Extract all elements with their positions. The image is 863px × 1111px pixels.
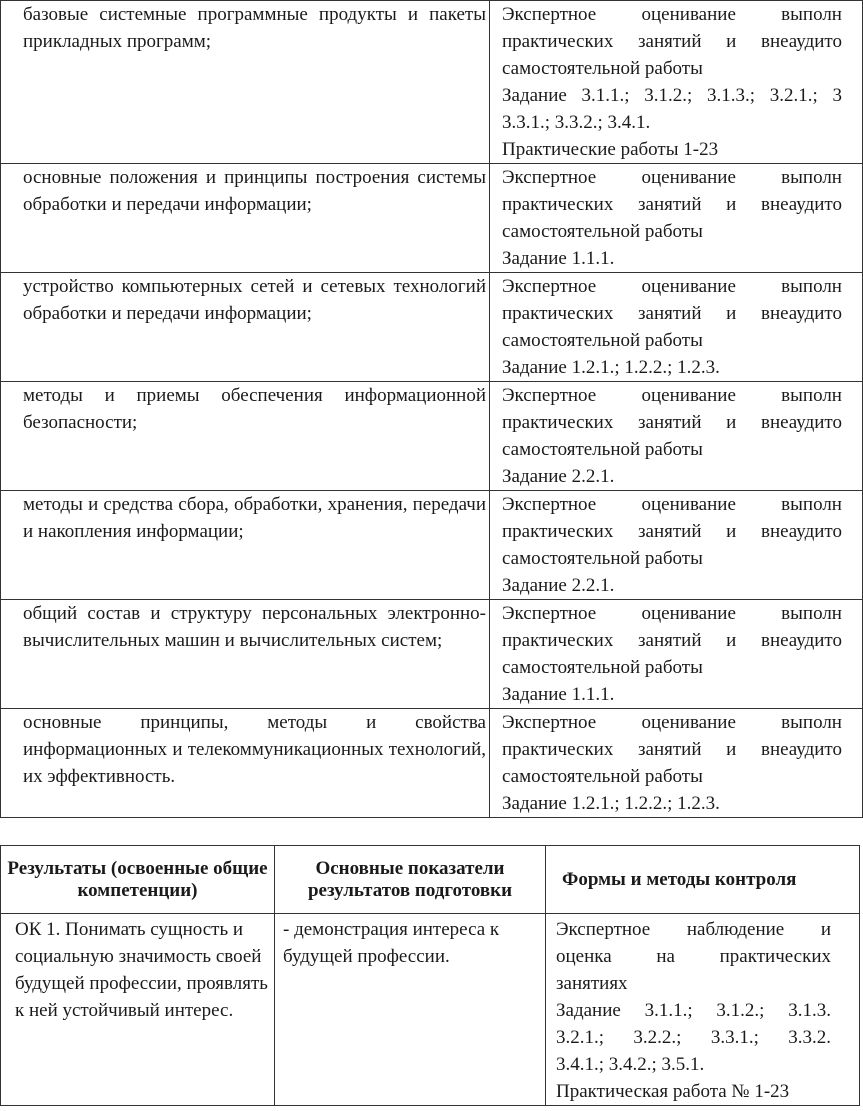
header-control-forms <box>546 846 860 914</box>
word: и <box>726 303 737 324</box>
criteria-line-1 <box>502 164 842 191</box>
knowledge-text: базовые системные программные продукты и пакеты прикладных программ; <box>23 4 486 52</box>
knowledge-text: устройство компьютерных сетей и сетевых технологий обработки и передачи информации; <box>23 276 486 324</box>
criteria-cell <box>490 164 863 273</box>
word: и <box>726 739 737 760</box>
criteria-line-2 <box>502 300 842 327</box>
control-cell <box>546 914 860 1106</box>
header-control-forms-text: Формы и методы контроля <box>562 868 797 890</box>
word: и <box>726 412 737 433</box>
word: занятий <box>638 630 702 651</box>
knowledge-text: методы и приемы обеспечения информационной безопасности; <box>23 385 486 433</box>
indicator-text: - демонстрация интереса к будущей профессии. <box>283 919 500 967</box>
criteria-line-2 <box>502 28 842 55</box>
header-results <box>1 846 275 914</box>
criteria-line-1 <box>502 273 842 300</box>
word: оценивание <box>641 494 736 515</box>
word: практических <box>502 303 614 324</box>
word: Экспертное <box>502 494 597 515</box>
word: и <box>820 919 831 940</box>
word: выполн <box>781 603 842 624</box>
word: внеаудито <box>761 630 842 651</box>
word: практических <box>502 31 614 52</box>
indicator-cell <box>275 914 546 1106</box>
table-row <box>1 491 863 600</box>
word: Экспертное <box>502 603 597 624</box>
competence-text: ОК 1. Понимать сущность и социальную значимость своей будущей профессии, проявлять к ней устойчивый интерес. <box>15 919 268 1021</box>
task-line-1 <box>502 82 842 109</box>
criteria-cell <box>490 1 863 164</box>
criteria-line-3: самостоятельной работы <box>502 221 703 242</box>
word: наблюдение <box>686 919 785 940</box>
criteria-line-2 <box>502 409 842 436</box>
criteria-text <box>502 600 862 708</box>
knowledge-text: общий состав и структуру персональных электронно-вычислительных машин и вычислительных систем; <box>23 603 486 651</box>
criteria-cell <box>490 273 863 382</box>
table-row <box>1 164 863 273</box>
knowledge-text: методы и средства сбора, обработки, хранения, передачи и накопления информации; <box>23 494 486 542</box>
task-line: Задание 1.2.1.; 1.2.2.; 1.2.3. <box>502 357 720 378</box>
criteria-line-3: самостоятельной работы <box>502 58 703 79</box>
word: и <box>726 630 737 651</box>
table-row <box>1 273 863 382</box>
criteria-line-3: самостоятельной работы <box>502 439 703 460</box>
word: выполн <box>781 712 842 733</box>
task-line: Задание 2.2.1. <box>502 466 615 487</box>
header-indicators <box>275 846 546 914</box>
criteria-text <box>502 273 862 381</box>
word: оценивание <box>641 167 736 188</box>
criteria-text <box>502 1 862 163</box>
word: внеаудито <box>761 303 842 324</box>
word: и <box>726 194 737 215</box>
word: 3.1.3. <box>788 1000 831 1021</box>
criteria-line-3: самостоятельной работы <box>502 766 703 787</box>
word: Экспертное <box>502 167 597 188</box>
knowledge-cell <box>1 164 490 273</box>
table-row <box>1 709 863 818</box>
word: 3.2.1.; <box>556 1027 605 1048</box>
word: внеаудито <box>761 194 842 215</box>
knowledge-cell <box>1 600 490 709</box>
word: и <box>726 31 737 52</box>
word: 3.1.3.; <box>707 85 756 106</box>
word: внеаудито <box>761 521 842 542</box>
word: 3.2.1.; <box>769 85 818 106</box>
table-row <box>1 914 860 1106</box>
word: занятий <box>638 194 702 215</box>
criteria-line-2 <box>502 191 842 218</box>
table-row <box>1 382 863 491</box>
competence-cell <box>1 914 275 1106</box>
word: внеаудито <box>761 739 842 760</box>
word: 3.1.1.; <box>581 85 630 106</box>
criteria-line-3: самостоятельной работы <box>502 548 703 569</box>
criteria-text <box>502 382 862 490</box>
word: 3.3.2. <box>788 1027 831 1048</box>
criteria-cell <box>490 382 863 491</box>
knowledge-text: основные положения и принципы построения системы обработки и передачи информации; <box>23 167 486 215</box>
word: выполн <box>781 385 842 406</box>
criteria-text <box>502 709 862 817</box>
word: 3.1.1.; <box>644 1000 693 1021</box>
word: 3.3.1.; <box>710 1027 759 1048</box>
criteria-line-1 <box>502 1 842 28</box>
criteria-line-2 <box>502 736 842 763</box>
criteria-cell <box>490 709 863 818</box>
task-line: Задание 1.2.1.; 1.2.2.; 1.2.3. <box>502 793 720 814</box>
task-line: Задание 1.1.1. <box>502 248 615 269</box>
criteria-line-3: самостоятельной работы <box>502 330 703 351</box>
word: выполн <box>781 276 842 297</box>
word: занятий <box>638 31 702 52</box>
criteria-cell <box>490 491 863 600</box>
criteria-line-2 <box>502 627 842 654</box>
word: практических <box>502 194 614 215</box>
word: практических <box>719 946 831 967</box>
word: занятий <box>638 412 702 433</box>
knowledge-cell <box>1 382 490 491</box>
control-line-1 <box>556 916 831 943</box>
header-results-text: Результаты (освоенные общие компетенции) <box>7 857 268 901</box>
task-line-2 <box>556 1024 831 1051</box>
task-line: Задание 2.2.1. <box>502 575 615 596</box>
task-line-3: Практические работы 1-23 <box>502 139 719 160</box>
word: практических <box>502 521 614 542</box>
word: занятий <box>638 739 702 760</box>
criteria-line-1 <box>502 491 842 518</box>
word: занятий <box>638 521 702 542</box>
word: занятий <box>638 303 702 324</box>
word: внеаудито <box>761 412 842 433</box>
criteria-line-2 <box>502 518 842 545</box>
knowledge-text: основные принципы, методы и свойства информационных и телекоммуникационных технологий, их эффективность. <box>23 712 486 787</box>
task-line-4: Практическая работа № 1-23 <box>556 1081 790 1102</box>
word: Экспертное <box>502 712 597 733</box>
criteria-text <box>502 491 862 599</box>
word: внеаудито <box>761 31 842 52</box>
knowledge-cell <box>1 1 490 164</box>
word: выполн <box>781 4 842 25</box>
header-indicators-text: Основные показатели результатов подготовки <box>307 857 513 901</box>
word: выполн <box>781 167 842 188</box>
control-line-3: занятиях <box>556 973 628 994</box>
word: оценивание <box>641 385 736 406</box>
word: Задание <box>502 85 567 106</box>
control-line-2 <box>556 943 831 970</box>
criteria-line-1 <box>502 382 842 409</box>
word: практических <box>502 412 614 433</box>
word: 3.1.2.; <box>644 85 693 106</box>
task-line-2: 3.3.1.; 3.3.2.; 3.4.1. <box>502 112 651 133</box>
word: Экспертное <box>502 4 597 25</box>
criteria-cell <box>490 600 863 709</box>
table-header-row <box>1 846 860 914</box>
criteria-text <box>502 164 862 272</box>
word: 3.2.2.; <box>633 1027 682 1048</box>
word: 3.1.2.; <box>716 1000 765 1021</box>
word: на <box>656 946 675 967</box>
word: Экспертное <box>502 276 597 297</box>
word: Экспертное <box>502 385 597 406</box>
word: оценивание <box>641 4 736 25</box>
table-row <box>1 1 863 164</box>
knowledge-cell <box>1 273 490 382</box>
word: оценивание <box>641 603 736 624</box>
task-line: Задание 1.1.1. <box>502 684 615 705</box>
knowledge-cell <box>1 491 490 600</box>
competence-assessment-table <box>0 845 860 1106</box>
word: практических <box>502 739 614 760</box>
word: практических <box>502 630 614 651</box>
word: 3 <box>832 85 842 106</box>
knowledge-cell <box>1 709 490 818</box>
word: оценивание <box>641 276 736 297</box>
table-row <box>1 600 863 709</box>
criteria-line-3: самостоятельной работы <box>502 657 703 678</box>
word: оценка <box>556 946 612 967</box>
word: оценивание <box>641 712 736 733</box>
word: Экспертное <box>556 919 651 940</box>
criteria-line-1 <box>502 709 842 736</box>
word: выполн <box>781 494 842 515</box>
task-line-3: 3.4.1.; 3.4.2.; 3.5.1. <box>556 1054 705 1075</box>
word: и <box>726 521 737 542</box>
word: Задание <box>556 1000 621 1021</box>
task-line-1 <box>556 997 831 1024</box>
criteria-line-1 <box>502 600 842 627</box>
